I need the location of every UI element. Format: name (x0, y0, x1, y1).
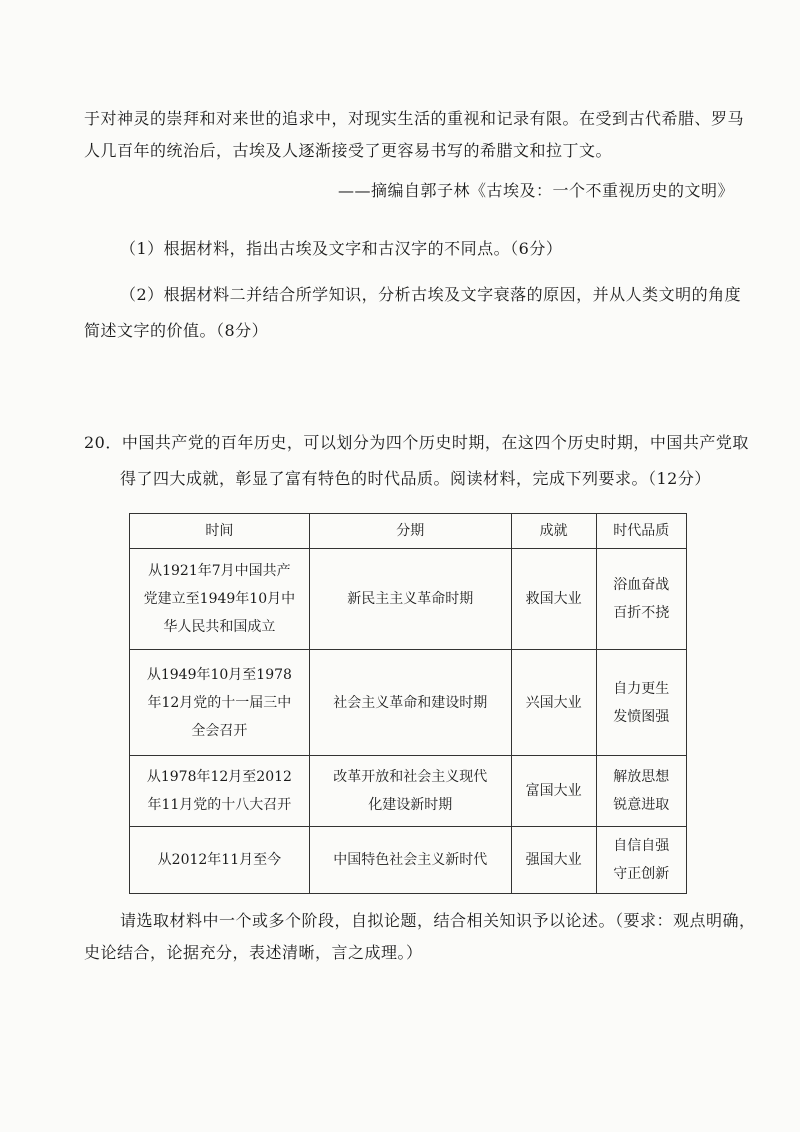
question-20-prompt-line-1: 20．中国共产党的百年历史，可以划分为四个历史时期，在这四个历史时期，中国共产党取 (84, 433, 749, 452)
cell-time: 从1978年12月至2012 年11月党的十八大召开 (130, 756, 310, 827)
table-row (130, 827, 687, 894)
task-text-line-2: 史论结合，论据充分，表述清晰，言之成理。） (84, 943, 423, 962)
header-achievement: 成就 (511, 514, 596, 549)
cell-period: 新民主主义革命时期 (309, 549, 511, 650)
material-text-line-2: 人几百年的统治后，古埃及人逐渐接受了更容易书写的希腊文和拉丁文。 (84, 141, 613, 160)
cell-quality: 浴血奋战 百折不挠 (596, 549, 686, 650)
cell-quality: 自力更生 发愤图强 (596, 650, 686, 756)
header-period: 分期 (309, 514, 511, 549)
cell-quality: 解放思想 锐意进取 (596, 756, 686, 827)
cell-time: 从1949年10月至1978 年12月党的十一届三中 全会召开 (130, 650, 310, 756)
cell-achievement: 强国大业 (511, 827, 596, 894)
cell-quality: 自信自强 守正创新 (596, 827, 686, 894)
table-header-row (130, 514, 687, 549)
cell-achievement: 救国大业 (511, 549, 596, 650)
question-20-prompt-line-2: 得了四大成就，彰显了富有特色的时代品质。阅读材料，完成下列要求。（12分） (120, 469, 711, 488)
history-periods-table (129, 513, 687, 894)
cell-achievement: 富国大业 (511, 756, 596, 827)
question-19-part-2-line-2: 简述文字的价值。（8分） (84, 321, 269, 340)
question-19-part-1: （1）根据材料，指出古埃及文字和古汉字的不同点。（6分） (120, 239, 563, 258)
cell-period: 社会主义革命和建设时期 (309, 650, 511, 756)
cell-time: 从1921年7月中国共产 党建立至1949年10月中 华人民共和国成立 (130, 549, 310, 650)
material-source: ——摘编自郭子林《古埃及：一个不重视历史的文明》 (338, 181, 735, 200)
header-quality: 时代品质 (596, 514, 686, 549)
table-row (130, 756, 687, 827)
material-text-line-1: 于对神灵的崇拜和对来世的追求中，对现实生活的重视和记录有限。在受到古代希腊、罗马 (84, 109, 745, 128)
task-text-line-1: 请选取材料中一个或多个阶段，自拟论题，结合相关知识予以论述。（要求：观点明确， (120, 911, 756, 930)
cell-period: 中国特色社会主义新时代 (309, 827, 511, 894)
cell-time: 从2012年11月至今 (130, 827, 310, 894)
table-row (130, 549, 687, 650)
cell-period: 改革开放和社会主义现代 化建设新时期 (309, 756, 511, 827)
header-time: 时间 (130, 514, 310, 549)
table-row (130, 650, 687, 756)
cell-achievement: 兴国大业 (511, 650, 596, 756)
question-19-part-2-line-1: （2）根据材料二并结合所学知识，分析古埃及文字衰落的原因，并从人类文明的角度 (120, 285, 742, 304)
